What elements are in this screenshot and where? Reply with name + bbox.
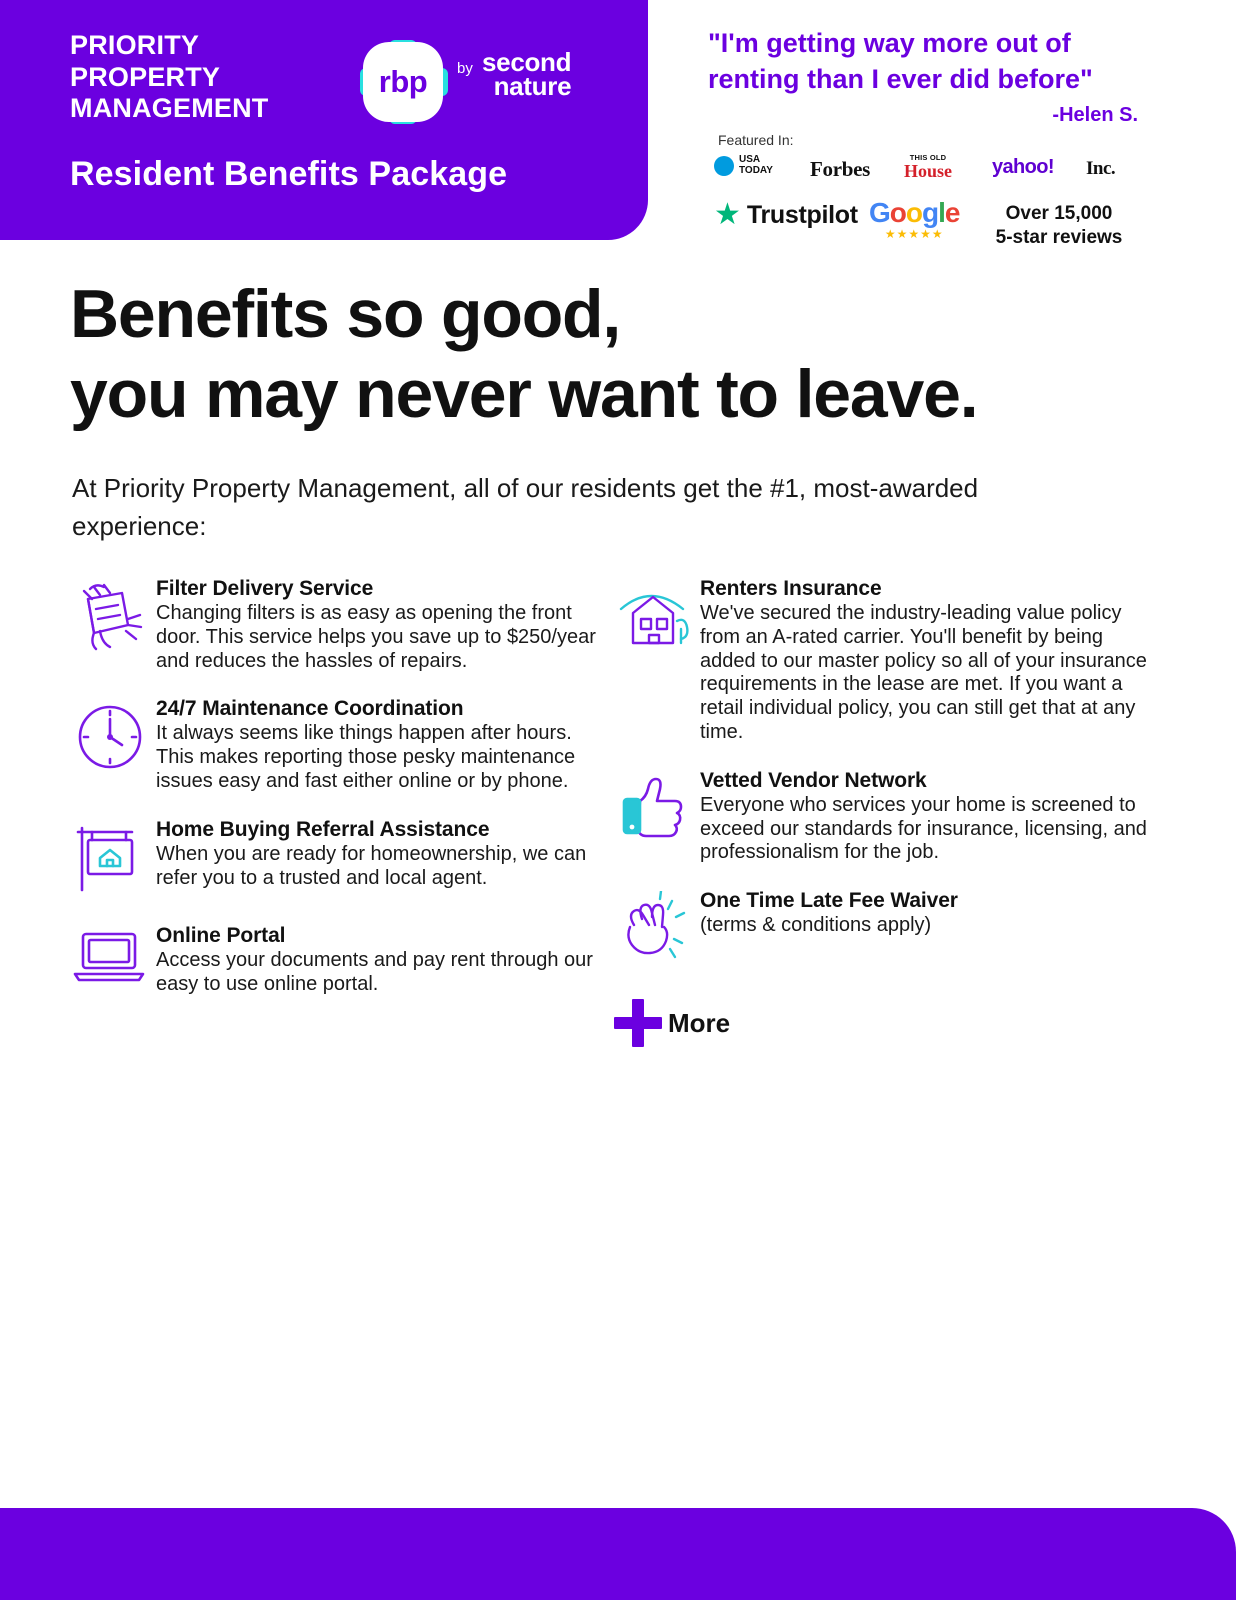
rbp-badge-icon — [360, 42, 446, 122]
benefit-text: (terms & conditions apply) — [700, 914, 932, 937]
thumbs-up-icon — [608, 767, 700, 851]
page-headline — [70, 275, 1180, 434]
benefit-item — [608, 887, 1148, 971]
google-logo — [869, 198, 959, 241]
filter-delivery-icon — [64, 575, 156, 659]
company-name — [70, 30, 269, 125]
benefit-title: 24/7 Maintenance Coordination — [156, 697, 464, 721]
second-nature-wordmark — [482, 47, 572, 101]
testimonial-author: -Helen S. — [1052, 104, 1138, 126]
benefit-item — [64, 695, 604, 793]
second-nature-line-1: second — [482, 47, 572, 77]
google-wordmark: Google — [869, 197, 960, 228]
benefit-title: One Time Late Fee Waiver — [700, 889, 958, 913]
benefit-item — [64, 575, 604, 673]
company-name-line-2: PROPERTY — [70, 61, 221, 92]
clapping-hands-icon — [608, 887, 700, 971]
benefits-column-right — [608, 575, 1148, 1053]
footer-bar — [0, 1508, 1236, 1600]
header-panel — [0, 0, 648, 240]
benefit-body — [156, 816, 604, 900]
headline-line-2: you may never want to leave. — [70, 355, 978, 432]
this-old-house-top-text: THIS OLD — [909, 153, 947, 162]
benefit-title: Home Buying Referral Assistance — [156, 817, 490, 841]
benefit-item — [608, 767, 1148, 865]
this-old-house-logo — [904, 153, 952, 180]
benefit-item — [64, 816, 604, 900]
yahoo-logo: yahoo! — [992, 156, 1054, 178]
benefit-title: Filter Delivery Service — [156, 577, 374, 600]
benefit-body — [156, 922, 604, 1006]
benefit-title: Online Portal — [156, 923, 286, 947]
benefit-item — [64, 922, 604, 1006]
usa-today-logo — [714, 155, 773, 176]
this-old-house-main-text: House — [904, 161, 953, 181]
usa-today-dot-icon — [714, 156, 734, 176]
page-subheadline: At Priority Property Management, all of our residents get the #1, most-awarded experience: — [72, 473, 979, 541]
benefit-body — [700, 767, 1148, 865]
house-shield-icon — [608, 575, 700, 659]
laptop-icon — [64, 922, 156, 1006]
trustpilot-star-icon: ★ — [714, 198, 741, 231]
for-sale-sign-icon — [64, 816, 156, 900]
benefit-body — [700, 575, 1148, 745]
usa-today-line-2: TODAY — [739, 164, 773, 176]
logo-by-text: by — [457, 60, 473, 77]
google-stars-icon: ★★★★★ — [884, 227, 944, 242]
benefit-text: When you are ready for homeownership, we can refer you to a trusted and local agent. — [156, 842, 587, 889]
benefit-text: Changing filters is as easy as opening the front door. This service helps you save up to $250/year and reduces the hassles of repairs. — [156, 602, 596, 672]
trustpilot-text: Trustpilot — [746, 200, 858, 229]
press-logo-row — [714, 155, 1134, 187]
company-name-line-1: PRIORITY — [70, 30, 200, 60]
usa-today-line-1: USA — [739, 154, 761, 165]
plus-icon — [608, 993, 668, 1053]
reviews-row — [714, 197, 1134, 248]
benefit-title: Vetted Vendor Network — [700, 768, 927, 792]
benefit-body — [156, 695, 604, 793]
benefit-text: Everyone who services your home is screened to exceed our standards for insurance, licensing, and professionalism for the job. — [700, 793, 1147, 864]
trustpilot-logo — [714, 200, 858, 230]
second-nature-line-2: nature — [493, 70, 572, 101]
rbp-mark-text: rbp — [378, 64, 428, 99]
benefit-text: We've secured the industry-leading value policy from an A-rated carrier. You'll benefit by being added to our master policy so all of your insurance requirements in the lease are met. If you want a retail individual policy, you can still get that at any time. — [700, 602, 1147, 743]
more-label: More — [668, 1007, 731, 1038]
benefit-body — [700, 887, 958, 971]
testimonial-quote: "I'm getting way more out of renting than I ever did before" — [708, 28, 1093, 94]
reviews-count — [984, 202, 1134, 250]
forbes-logo: Forbes — [810, 157, 871, 181]
more-row — [608, 993, 1148, 1053]
benefit-text: Access your documents and pay rent through our easy to use online portal. — [156, 948, 593, 995]
benefit-body — [156, 575, 604, 673]
usa-today-text — [739, 155, 773, 176]
clock-icon — [64, 695, 156, 779]
headline-line-1: Benefits so good, — [70, 276, 621, 352]
benefit-text: It always seems like things happen after hours. This makes reporting those pesky maintenance issues easy and fast either online or by phone. — [156, 722, 576, 792]
package-title: Resident Benefits Package — [70, 155, 508, 193]
reviews-count-line-1: Over 15,000 — [1005, 203, 1113, 224]
benefit-item — [608, 575, 1148, 745]
company-name-line-3: MANAGEMENT — [70, 93, 269, 124]
benefit-title: Renters Insurance — [700, 577, 882, 600]
reviews-count-line-2: 5-star reviews — [995, 226, 1123, 248]
benefits-column-left — [64, 575, 604, 1028]
featured-in-label: Featured In: — [718, 132, 794, 148]
inc-logo: Inc. — [1086, 158, 1116, 179]
rbp-logo — [360, 40, 575, 125]
